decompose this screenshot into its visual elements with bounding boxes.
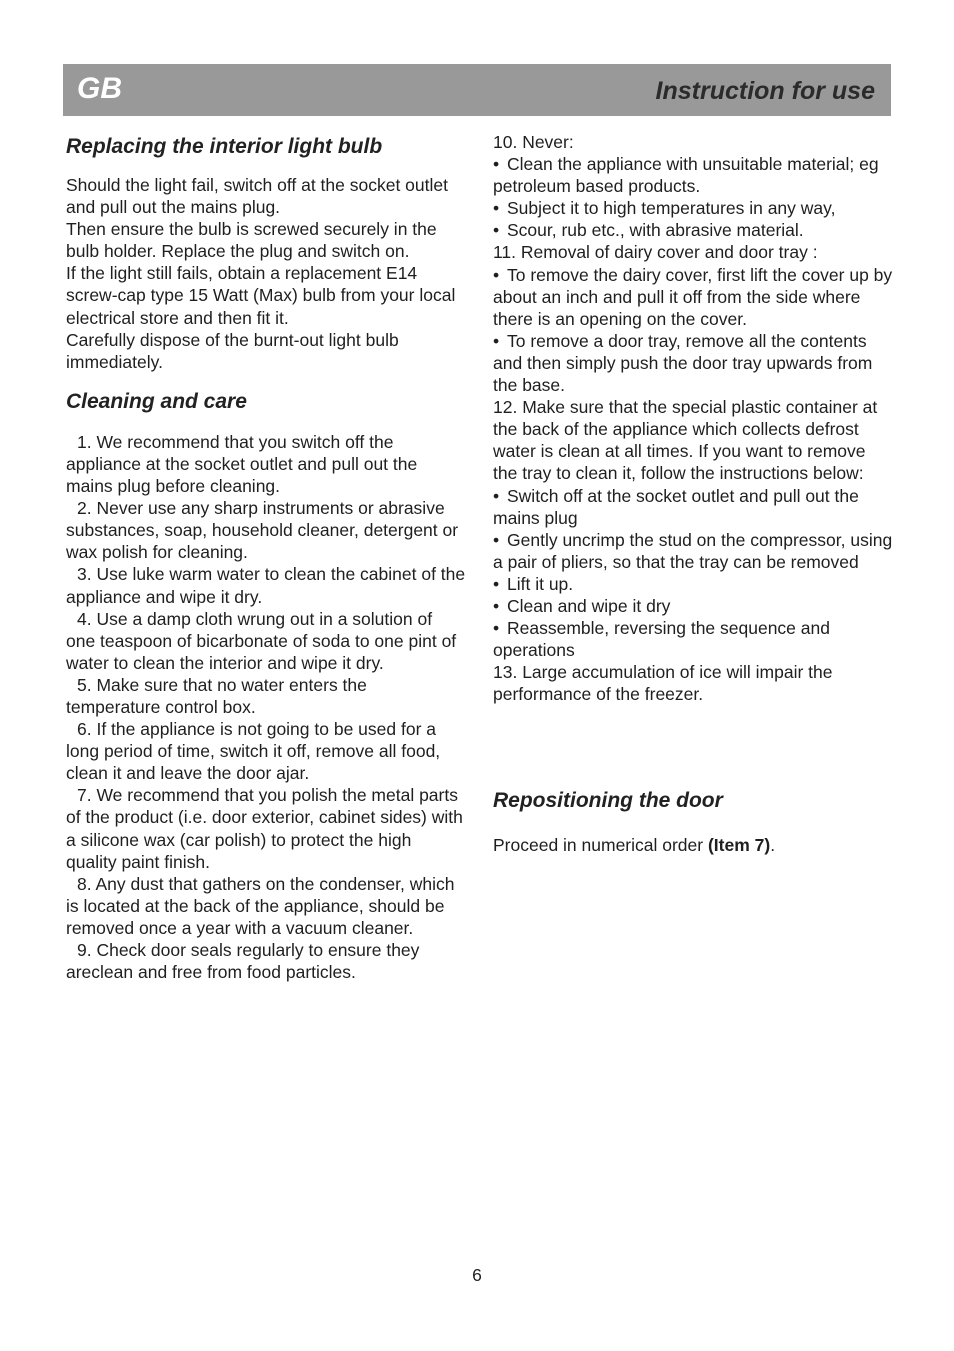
door-text: Proceed in numerical order (Item 7). — [493, 835, 776, 856]
bullet-item: • Lift it up. — [493, 573, 574, 594]
bullet-icon: • — [493, 529, 500, 550]
page-header — [63, 64, 891, 116]
bullet-item: • To remove the dairy cover, first lift the cover up by about an inch and pull it off from the side where there is an opening on the cover. — [493, 264, 893, 329]
bullet-icon: • — [493, 485, 500, 506]
bullet-icon: • — [493, 154, 500, 175]
bullet-item: • Reassemble, reversing the sequence and operations — [493, 618, 830, 661]
page-number: 6 — [472, 1265, 482, 1285]
bullet-item: • Clean the appliance with unsuitable material; eg petroleum based products. — [493, 154, 879, 197]
cleaning-item: 5. Make sure that no water enters the temperature control box. — [66, 674, 367, 717]
cleaning-item: 4. Use a damp cloth wrung out in a solution of one teaspoon of bicarbonate of soda to one pint of water to clean the interior and wipe it dry. — [66, 608, 457, 673]
cleaning-item: 6. If the appliance is not going to be used for a long period of time, switch it off, remove all food, clean it and leave the door ajar. — [66, 719, 441, 784]
item-reference: (Item 7) — [707, 835, 771, 856]
cleaning-item: 9. Check door seals regularly to ensure they areclean and free from food particles. — [66, 940, 420, 983]
bullet-item: • Switch off at the socket outlet and pull out the mains plug — [493, 485, 859, 528]
item-10: 10. Never: — [493, 132, 574, 152]
bulb-paragraph: Then ensure the bulb is screwed securely in the bulb holder. Replace the plug and switch on. — [66, 219, 437, 262]
bulb-paragraph: Should the light fail, switch off at the socket outlet and pull out the mains plug. — [66, 175, 448, 218]
cleaning-item: 2. Never use any sharp instruments or abrasive substances, soap, household cleaner, detergent or wax polish for cleaning. — [66, 498, 459, 563]
bullet-item: • To remove a door tray, remove all the contents and then simply push the door tray upwards from the base. — [493, 330, 873, 396]
bulb-heading: Replacing the interior light bulb — [66, 135, 383, 158]
cleaning-item: 1. We recommend that you switch off the appliance at the socket outlet and pull out the mains plug before cleaning. — [66, 431, 418, 497]
cleaning-item: 3. Use luke warm water to clean the cabinet of the appliance and wipe it dry. — [66, 564, 466, 607]
header-title: Instruction for use — [655, 77, 875, 105]
bullet-icon: • — [493, 618, 500, 639]
bullet-item: • Subject it to high temperatures in any way, — [493, 198, 836, 219]
bullet-icon: • — [493, 595, 500, 616]
bullet-icon: • — [493, 264, 500, 285]
item-11: 11. Removal of dairy cover and door tray : — [493, 242, 818, 263]
bullet-item: • Scour, rub etc., with abrasive material. — [493, 220, 804, 241]
door-heading: Repositioning the door — [493, 789, 723, 813]
bullet-item: • Clean and wipe it dry — [493, 595, 671, 616]
bullet-item: • Gently uncrimp the stud on the compressor, using a pair of pliers, so that the tray can be removed — [493, 529, 893, 572]
item-13: 13. Large accumulation of ice will impair the performance of the freezer. — [493, 662, 833, 705]
bullet-icon: • — [493, 198, 500, 219]
cleaning-item: 8. Any dust that gathers on the condenser, which is located at the back of the appliance, should be removed once a year with a vacuum cleaner. — [66, 873, 455, 938]
bullet-icon: • — [493, 573, 500, 594]
bullet-icon: • — [493, 330, 500, 351]
left-column — [66, 133, 466, 983]
language-code: GB — [77, 72, 122, 105]
item-12: 12. Make sure that the special plastic container at the back of the appliance which collects defrost water is clean at all times. If you want to remove the tray to clean it, follow the instructions below: — [493, 397, 878, 484]
bulb-paragraph: Carefully dispose of the burnt-out light bulb immediately. — [66, 329, 399, 372]
cleaning-heading: Cleaning and care — [66, 389, 247, 413]
right-column — [493, 131, 893, 857]
cleaning-item: 7. We recommend that you polish the metal parts of the product (i.e. door exterior, cabinet sides) with a silicone wax (car polish) to protect the high quality paint finish. — [66, 785, 463, 872]
bullet-icon: • — [493, 220, 500, 241]
bulb-paragraph: If the light still fails, obtain a replacement E14 screw-cap type 15 Watt (Max) bulb from your local electrical store and then fit it. — [66, 263, 456, 328]
